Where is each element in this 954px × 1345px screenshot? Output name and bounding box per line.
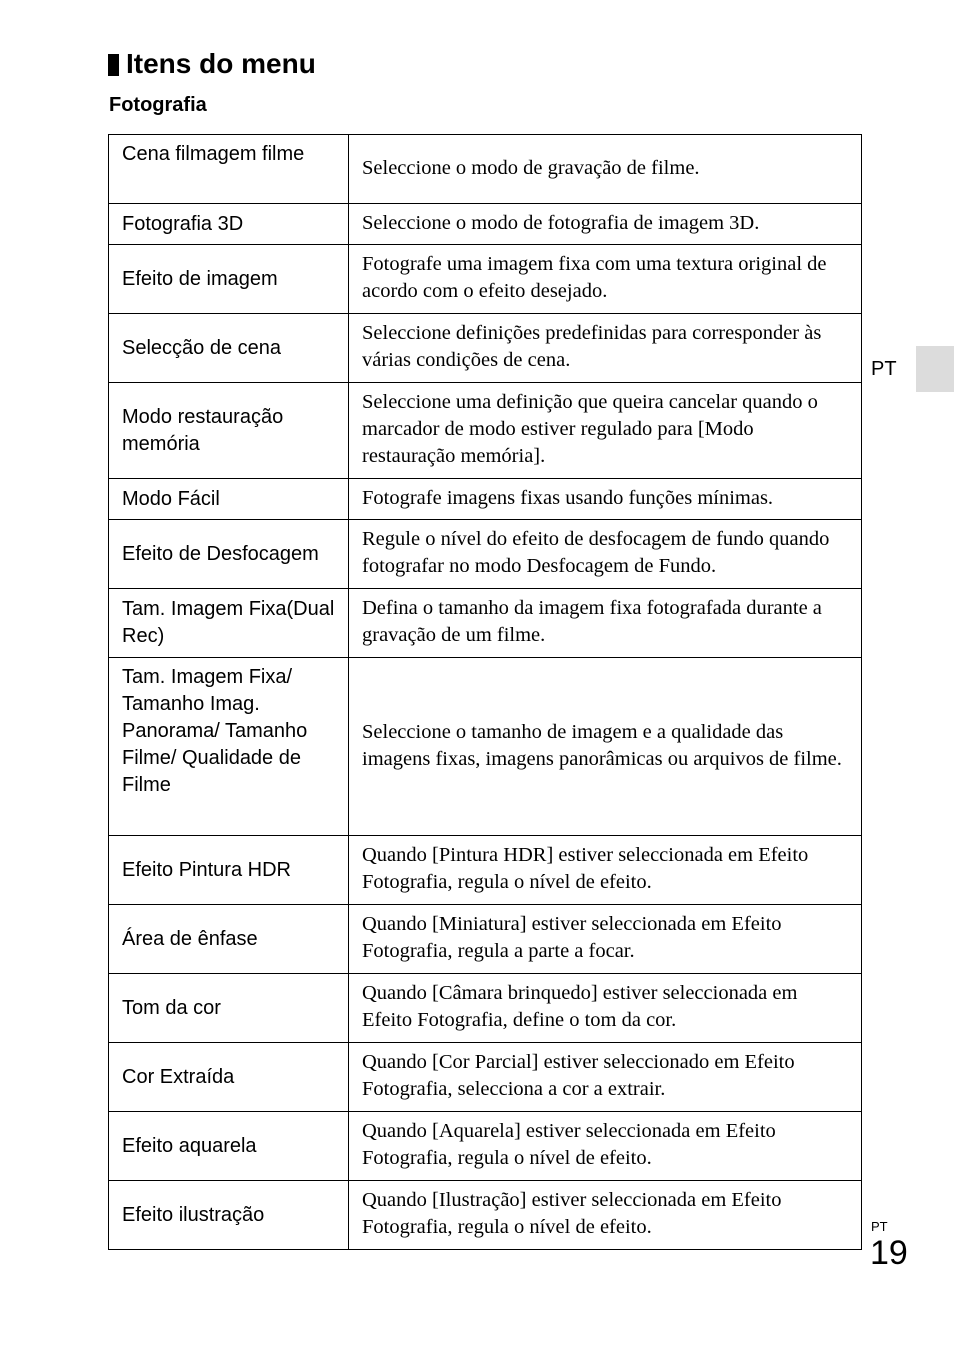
- table-row: [109, 1112, 862, 1181]
- menu-item-name: Área de ênfase: [109, 905, 349, 974]
- footer-language-label: PT: [871, 1219, 888, 1234]
- menu-item-description: Quando [Miniatura] estiver seleccionada em Efeito Fotografia, regula a parte a focar.: [349, 905, 862, 974]
- menu-item-description: Seleccione o modo de fotografia de imagem 3D.: [349, 204, 862, 245]
- menu-item-name: Efeito aquarela: [109, 1112, 349, 1181]
- table-row: [109, 1181, 862, 1250]
- table-row: [109, 314, 862, 383]
- menu-item-name: Efeito de Desfocagem: [109, 520, 349, 589]
- menu-item-name: Tam. Imagem Fixa(Dual Rec): [109, 589, 349, 658]
- table-row: [109, 245, 862, 314]
- menu-item-description: Quando [Câmara brinquedo] estiver seleccionada em Efeito Fotografia, define o tom da cor.: [349, 974, 862, 1043]
- menu-item-description: Seleccione o tamanho de imagem e a qualidade das imagens fixas, imagens panorâmicas ou arquivos de filme.: [349, 658, 862, 836]
- menu-item-description: Quando [Pintura HDR] estiver seleccionada em Efeito Fotografia, regula o nível de efeito.: [349, 836, 862, 905]
- menu-item-description: Quando [Aquarela] estiver seleccionada em Efeito Fotografia, regula o nível de efeito.: [349, 1112, 862, 1181]
- table-row: [109, 836, 862, 905]
- menu-item-name: Efeito Pintura HDR: [109, 836, 349, 905]
- menu-item-name: Fotografia 3D: [109, 204, 349, 245]
- menu-item-description: Seleccione definições predefinidas para corresponder às várias condições de cena.: [349, 314, 862, 383]
- menu-item-name: Modo restauração memória: [109, 383, 349, 479]
- menu-item-description: Regule o nível do efeito de desfocagem de fundo quando fotografar no modo Desfocagem de Fundo.: [349, 520, 862, 589]
- page-number: 19: [870, 1234, 908, 1272]
- table-row: [109, 974, 862, 1043]
- table-row: [109, 658, 862, 836]
- menu-item-name: Cena filmagem filme: [109, 135, 349, 204]
- menu-item-name: Modo Fácil: [109, 479, 349, 520]
- table-row: [109, 479, 862, 520]
- menu-item-name: Efeito ilustração: [109, 1181, 349, 1250]
- table-row: [109, 589, 862, 658]
- section-heading-text: Itens do menu: [126, 48, 316, 79]
- subsection-heading: Fotografia: [109, 94, 207, 116]
- table-row: [109, 135, 862, 204]
- language-side-tab: [916, 346, 954, 392]
- table-row: [109, 905, 862, 974]
- table-row: [109, 1043, 862, 1112]
- menu-item-description: Defina o tamanho da imagem fixa fotografada durante a gravação de um filme.: [349, 589, 862, 658]
- menu-item-description: Seleccione o modo de gravação de filme.: [349, 135, 862, 204]
- table-row: [109, 204, 862, 245]
- menu-item-name: Efeito de imagem: [109, 245, 349, 314]
- menu-items-table: [108, 134, 862, 1250]
- section-heading: [108, 46, 316, 82]
- side-language-label: PT: [871, 358, 897, 380]
- menu-item-name: Tam. Imagem Fixa/ Tamanho Imag. Panorama/ Tamanho Filme/ Qualidade de Filme: [109, 658, 349, 836]
- table-row: [109, 383, 862, 479]
- menu-item-description: Quando [Ilustração] estiver seleccionada em Efeito Fotografia, regula o nível de efeito.: [349, 1181, 862, 1250]
- menu-item-description: Fotografe imagens fixas usando funções mínimas.: [349, 479, 862, 520]
- menu-item-name: Tom da cor: [109, 974, 349, 1043]
- menu-item-name: Selecção de cena: [109, 314, 349, 383]
- menu-item-description: Fotografe uma imagem fixa com uma textura original de acordo com o efeito desejado.: [349, 245, 862, 314]
- heading-marker-icon: [108, 54, 119, 76]
- menu-item-name: Cor Extraída: [109, 1043, 349, 1112]
- table-row: [109, 520, 862, 589]
- menu-item-description: Seleccione uma definição que queira cancelar quando o marcador de modo estiver regulado para [Modo restauração memória].: [349, 383, 862, 479]
- menu-item-description: Quando [Cor Parcial] estiver seleccionado em Efeito Fotografia, selecciona a cor a extrair.: [349, 1043, 862, 1112]
